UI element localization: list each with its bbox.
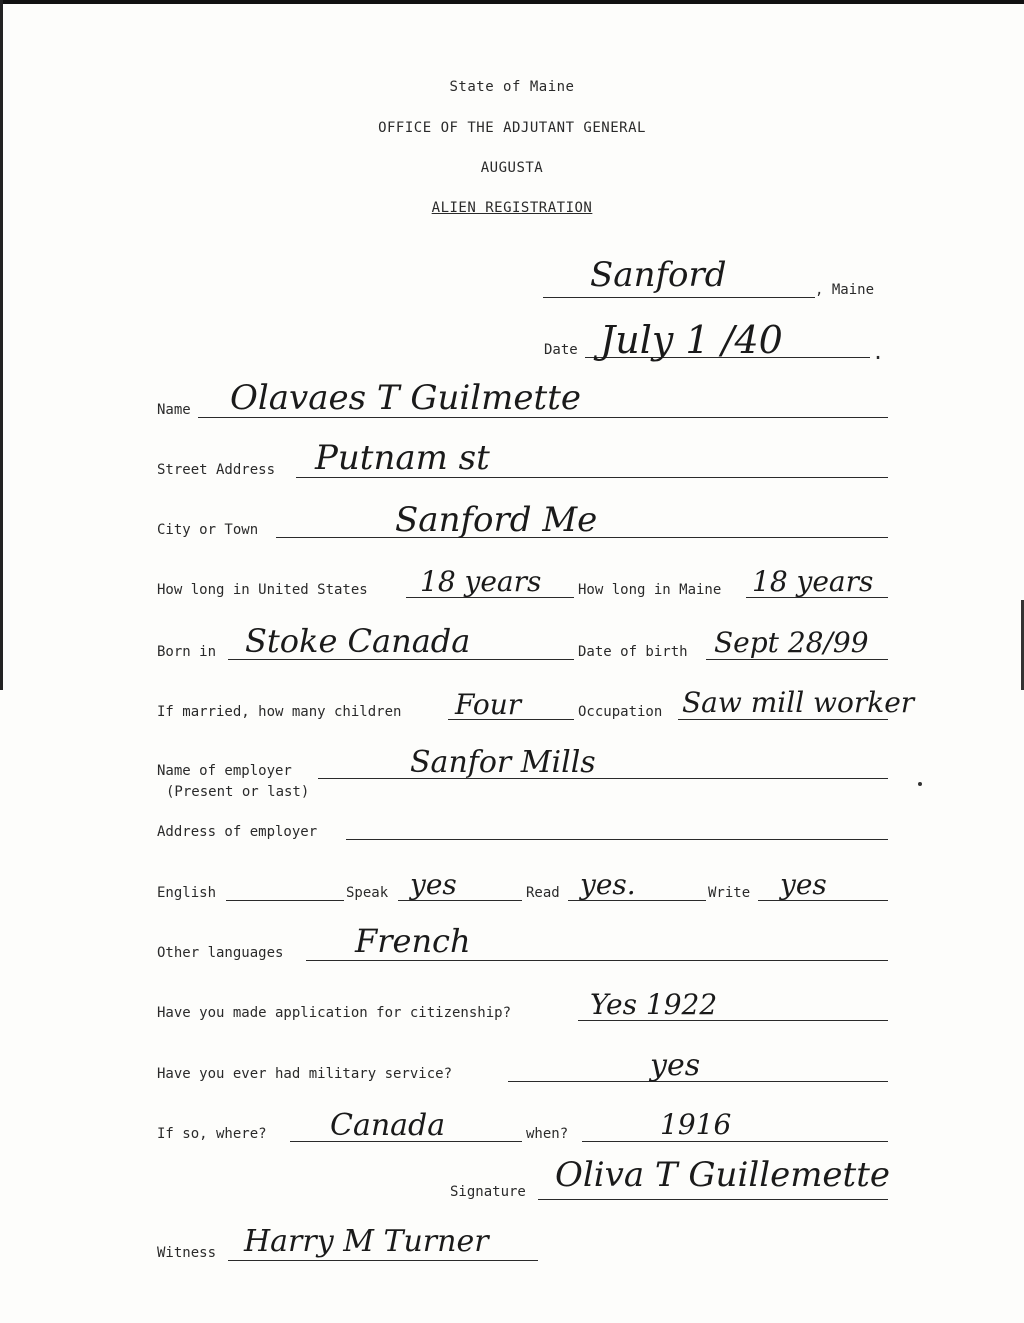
witness-value: Harry M Turner: [244, 1224, 489, 1259]
other-languages-line: [306, 960, 888, 961]
where-value: Canada: [330, 1108, 446, 1143]
us-duration-value: 18 years: [420, 565, 542, 598]
employer-address-line: [346, 839, 888, 840]
write-label: Write: [708, 885, 751, 901]
header-state: State of Maine: [449, 79, 575, 95]
read-label: Read: [526, 885, 560, 901]
signature-line: [538, 1199, 888, 1200]
employer-line: [318, 778, 888, 779]
read-value: yes.: [580, 868, 636, 901]
location-suffix: , Maine: [815, 282, 875, 298]
where-label: If so, where?: [157, 1126, 267, 1142]
city-value: Sanford Me: [395, 500, 598, 540]
location-value: Sanford: [590, 255, 727, 295]
employer-address-label: Address of employer: [157, 824, 318, 840]
signature-value: Oliva T Guillemette: [555, 1155, 891, 1195]
born-in-label: Born in: [157, 644, 217, 660]
date-label: Date: [544, 342, 578, 358]
when-line: [582, 1141, 888, 1142]
birth-date-label: Date of birth: [578, 644, 688, 660]
street-label: Street Address: [157, 462, 276, 478]
name-label: Name: [157, 402, 191, 418]
witness-label: Witness: [157, 1245, 217, 1261]
form-title: ALIEN REGISTRATION: [431, 200, 593, 216]
witness-line: [228, 1260, 538, 1261]
english-line: [226, 900, 344, 901]
occupation-line: [678, 719, 888, 720]
street-value: Putnam st: [315, 438, 490, 478]
children-label: If married, how many children: [157, 704, 402, 720]
city-label: City or Town: [157, 522, 259, 538]
occupation-label: Occupation: [578, 704, 663, 720]
english-label: English: [157, 885, 217, 901]
occupation-value: Saw mill worker: [682, 686, 915, 719]
header-city: AUGUSTA: [480, 160, 544, 176]
employer-sublabel: (Present or last): [166, 784, 310, 800]
signature-label: Signature: [450, 1184, 526, 1200]
other-languages-label: Other languages: [157, 945, 284, 961]
ink-dot: [918, 782, 922, 786]
date-period: .: [872, 340, 885, 364]
maine-duration-value: 18 years: [752, 565, 874, 598]
scan-border-left: [0, 0, 3, 690]
scan-border-top: [0, 0, 1024, 4]
born-in-value: Stoke Canada: [245, 622, 471, 660]
employer-value: Sanfor Mills: [410, 745, 596, 780]
speak-value: yes: [410, 868, 457, 901]
citizenship-value: Yes 1922: [590, 988, 718, 1021]
when-label: when?: [526, 1126, 569, 1142]
birth-date-value: Sept 28/99: [714, 626, 869, 659]
other-languages-value: French: [355, 922, 471, 960]
location-line: [543, 297, 815, 298]
date-value: July 1 /40: [600, 318, 783, 362]
military-label: Have you ever had military service?: [157, 1066, 453, 1082]
military-value: yes: [650, 1048, 701, 1083]
when-value: 1916: [660, 1108, 732, 1141]
citizenship-label: Have you made application for citizenship?: [157, 1005, 512, 1021]
write-value: yes: [780, 868, 827, 901]
birth-date-line: [706, 659, 888, 660]
maine-duration-label: How long in Maine: [578, 582, 722, 598]
speak-label: Speak: [346, 885, 389, 901]
header-office: OFFICE OF THE ADJUTANT GENERAL: [378, 120, 646, 136]
name-value: Olavaes T Guilmette: [230, 378, 581, 418]
children-value: Four: [455, 688, 522, 721]
us-duration-label: How long in United States: [157, 582, 368, 598]
employer-label: Name of employer: [157, 763, 292, 779]
